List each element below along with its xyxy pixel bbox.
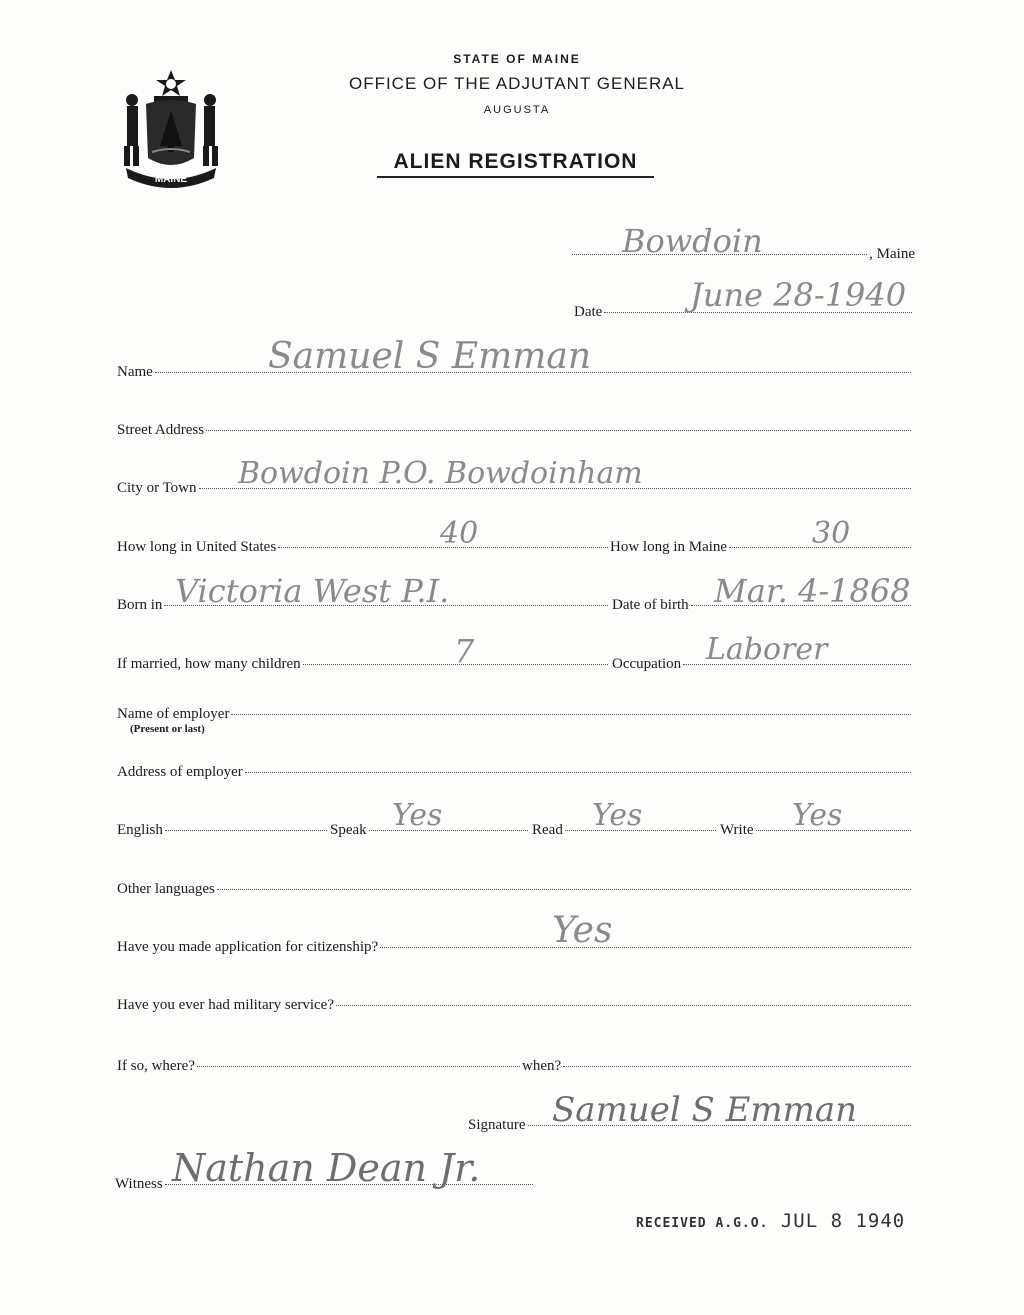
employer-row: [117, 706, 913, 723]
svg-text:MAINE: MAINE: [154, 174, 188, 185]
dob-label: Date of birth: [612, 597, 689, 613]
occupation-label: Occupation: [612, 656, 682, 672]
other-languages-row: [117, 881, 913, 898]
street-row: [117, 422, 913, 439]
state-heading: STATE OF MAINE: [453, 52, 581, 66]
street-label: Street Address: [117, 422, 205, 438]
signature-value: Samuel S Emman: [552, 1090, 858, 1130]
where-row: [117, 1058, 522, 1075]
employer-sublabel: (Present or last): [130, 723, 205, 735]
occupation-value: Laborer: [706, 632, 828, 667]
signature-label: Signature: [468, 1117, 526, 1133]
date-value: June 28-1940: [690, 276, 907, 314]
where-label: If so, where?: [117, 1058, 195, 1074]
children-value: 7: [454, 632, 475, 670]
town-value: Bowdoin: [622, 222, 763, 260]
read-label: Read: [532, 822, 563, 838]
us-duration-value: 40: [440, 516, 479, 551]
received-stamp-date: JUL 8 1940: [780, 1210, 906, 1232]
english-label: English: [117, 822, 163, 838]
town-suffix-label: , Maine: [869, 246, 915, 262]
dob-value: Mar. 4-1868: [714, 572, 911, 610]
born-label: Born in: [117, 597, 163, 613]
maine-duration-value: 30: [812, 516, 851, 551]
us-duration-row: [117, 539, 610, 556]
when-label: when?: [522, 1058, 562, 1074]
speak-value: Yes: [392, 798, 443, 833]
city-value: Bowdoin P.O. Bowdoinham: [238, 456, 643, 491]
children-row: [117, 656, 610, 673]
citizenship-value: Yes: [552, 910, 613, 951]
city-label: City or Town: [117, 480, 197, 496]
witness-value: Nathan Dean Jr.: [172, 1146, 481, 1190]
received-stamp: [636, 1210, 905, 1232]
citizenship-row: [117, 939, 913, 956]
read-value: Yes: [592, 798, 643, 833]
received-stamp-label: RECEIVED A.G.O.: [636, 1216, 769, 1231]
born-value: Victoria West P.I.: [175, 572, 450, 610]
other-languages-label: Other languages: [117, 881, 215, 897]
name-label: Name: [117, 364, 153, 380]
citizenship-label: Have you made application for citizenship?: [117, 939, 379, 955]
military-row: [117, 997, 913, 1014]
office-heading: OFFICE OF THE ADJUTANT GENERAL: [348, 74, 686, 93]
name-value: Samuel S Emman: [268, 336, 592, 377]
date-label: Date: [574, 304, 603, 320]
english-row: [117, 822, 329, 839]
witness-label: Witness: [115, 1176, 163, 1192]
military-label: Have you ever had military service?: [117, 997, 334, 1013]
form-title: ALIEN REGISTRATION: [377, 150, 654, 178]
children-label: If married, how many children: [117, 656, 301, 672]
maine-duration-label: How long in Maine: [610, 539, 728, 555]
when-row: [522, 1058, 913, 1075]
maine-duration-row: [610, 539, 913, 556]
write-value: Yes: [792, 798, 843, 833]
speak-label: Speak: [330, 822, 367, 838]
employer-address-row: [117, 764, 913, 781]
us-duration-label: How long in United States: [117, 539, 277, 555]
employer-label: Name of employer: [117, 706, 230, 722]
write-label: Write: [720, 822, 754, 838]
maine-state-seal-icon: [118, 66, 224, 188]
employer-address-label: Address of employer: [117, 764, 243, 780]
city-heading: AUGUSTA: [483, 104, 551, 116]
